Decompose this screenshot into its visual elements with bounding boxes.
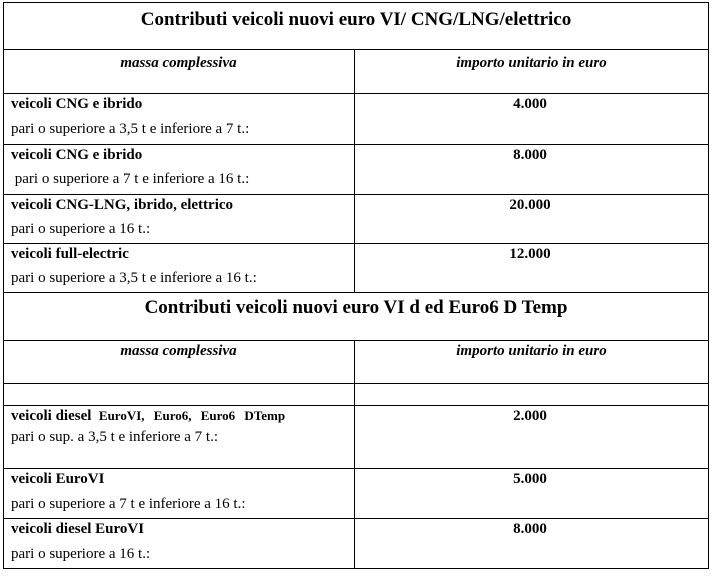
- row-vehicle-name-standards: EuroVI, Euro6, Euro6 DTemp: [98, 408, 286, 423]
- table-border-left: [3, 2, 4, 569]
- column-header-amount: importo unitario in euro: [456, 55, 607, 71]
- section2-title: Contributi veicoli nuovi euro VI d ed Euro6 D Temp: [144, 297, 568, 318]
- row-amount: 5.000: [513, 471, 547, 487]
- row-divider: [3, 194, 709, 195]
- row-vehicle-desc: pari o superiore a 16 t.:: [11, 221, 151, 237]
- row-amount: 4.000: [513, 96, 547, 112]
- row-divider: [3, 518, 709, 519]
- row-vehicle-desc: pari o superiore a 16 t.:: [11, 546, 151, 562]
- table-border-bottom: [3, 568, 709, 569]
- row-amount: 8.000: [513, 521, 547, 537]
- column-header-mass: massa complessiva: [120, 343, 237, 359]
- row-divider: [3, 144, 709, 145]
- row-vehicle-desc: pari o superiore a 7 t e inferiore a 16 t.:: [11, 496, 246, 512]
- row-vehicle-name-main: veicoli diesel: [11, 408, 92, 424]
- row-vehicle-desc: pari o superiore a 7 t e inferiore a 16 t.:: [11, 171, 250, 187]
- table-border-top: [3, 2, 709, 3]
- row-divider: [3, 93, 709, 94]
- row-divider: [3, 292, 709, 293]
- row-divider: [3, 383, 709, 384]
- row-vehicle-name: veicoli CNG-LNG, ibrido, elettrico: [11, 197, 234, 213]
- row-vehicle-name: veicoli diesel EuroVI: [11, 521, 145, 537]
- column-header-amount: importo unitario in euro: [456, 343, 607, 359]
- row-amount: 8.000: [513, 147, 547, 163]
- row-vehicle-desc: pari o superiore a 3,5 t e inferiore a 7 t.:: [11, 121, 250, 137]
- row-vehicle-name: [11, 408, 285, 425]
- row-divider: [3, 405, 709, 406]
- row-divider: [3, 340, 709, 341]
- row-divider: [3, 243, 709, 244]
- row-amount: 20.000: [509, 197, 551, 213]
- column-header-mass: massa complessiva: [120, 55, 237, 71]
- table-border-right: [708, 2, 709, 569]
- row-vehicle-name: veicoli CNG e ibrido: [11, 147, 143, 163]
- row-vehicle-name: veicoli CNG e ibrido: [11, 96, 143, 112]
- row-vehicle-desc: pari o superiore a 3,5 t e inferiore a 16 t.:: [11, 270, 257, 286]
- row-amount: 2.000: [513, 408, 547, 424]
- row-amount: 12.000: [509, 246, 551, 262]
- row-divider: [3, 49, 709, 50]
- section1-title: Contributi veicoli nuovi euro VI/ CNG/LNG/elettrico: [140, 9, 572, 30]
- row-vehicle-desc: pari o sup. a 3,5 t e inferiore a 7 t.:: [11, 429, 219, 445]
- row-vehicle-name: veicoli full-electric: [11, 246, 129, 262]
- row-divider: [3, 468, 709, 469]
- row-vehicle-name: veicoli EuroVI: [11, 471, 105, 487]
